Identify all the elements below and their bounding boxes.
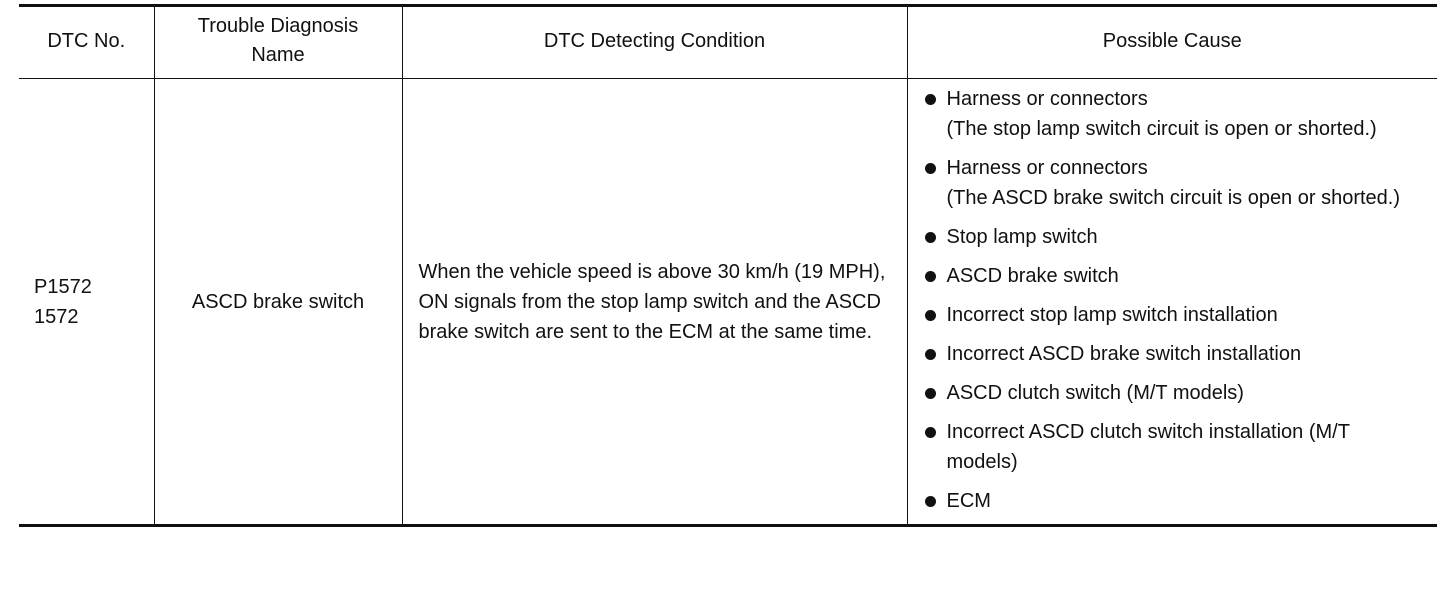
- list-item: [923, 339, 1424, 369]
- dtc-table: [19, 4, 1437, 527]
- list-item: [923, 153, 1424, 213]
- cause-text: [947, 417, 1424, 477]
- cause-text: [947, 339, 1424, 369]
- list-item: [923, 417, 1424, 477]
- diagnosis-name-cell: ASCD brake switch: [154, 79, 402, 526]
- list-item: [923, 486, 1424, 516]
- cause-title: Stop lamp switch: [946, 226, 1098, 248]
- header-detecting-condition: DTC Detecting Condition: [402, 6, 907, 79]
- dtc-code-alt: 1572: [34, 305, 79, 328]
- cause-text: [947, 378, 1424, 408]
- bullet-icon: [923, 300, 947, 330]
- bullet-icon: [923, 153, 947, 183]
- cause-title: Harness or connectors: [946, 157, 1148, 179]
- header-name-line2: Name: [251, 44, 305, 66]
- cause-text: [947, 261, 1424, 291]
- cause-title: Incorrect ASCD clutch switch installation (M/T models): [946, 421, 1350, 473]
- bullet-icon: [923, 339, 947, 369]
- header-name-line1: Trouble Diagnosis: [197, 15, 359, 37]
- bullet-icon: [923, 417, 947, 447]
- possible-cause-list: [923, 84, 1424, 516]
- dtc-code: P1572: [34, 275, 92, 298]
- table-row: [19, 79, 1437, 526]
- cause-detail: (The ASCD brake switch circuit is open or shorted.): [946, 187, 1401, 209]
- cause-title: Incorrect stop lamp switch installation: [946, 304, 1278, 326]
- bullet-icon: [923, 222, 947, 252]
- list-item: [923, 300, 1424, 330]
- cause-title: ASCD brake switch: [946, 265, 1119, 287]
- bullet-icon: [923, 261, 947, 291]
- cause-text: [947, 300, 1424, 330]
- cause-title: Harness or connectors: [946, 88, 1148, 110]
- cause-text: [947, 222, 1424, 252]
- cause-title: Incorrect ASCD brake switch installation: [946, 343, 1302, 365]
- list-item: [923, 261, 1424, 291]
- cause-title: ECM: [946, 490, 991, 512]
- possible-cause-cell: [907, 79, 1437, 526]
- detecting-condition-cell: When the vehicle speed is above 30 km/h (19 MPH), ON signals from the stop lamp switch and the ASCD brake switch are sent to the ECM at the same time.: [402, 79, 907, 526]
- list-item: [923, 378, 1424, 408]
- cause-text: [947, 153, 1424, 213]
- header-dtc-no: DTC No.: [19, 6, 154, 79]
- cause-text: [947, 486, 1424, 516]
- list-item: [923, 222, 1424, 252]
- bullet-icon: [923, 84, 947, 114]
- header-possible-cause: Possible Cause: [907, 6, 1437, 79]
- bullet-icon: [923, 378, 947, 408]
- list-item: [923, 84, 1424, 144]
- dtc-number-cell: [19, 79, 154, 526]
- cause-text: [947, 84, 1424, 144]
- table-header-row: [19, 6, 1437, 79]
- cause-title: ASCD clutch switch (M/T models): [946, 382, 1244, 404]
- cause-detail: (The stop lamp switch circuit is open or shorted.): [946, 118, 1377, 140]
- header-trouble-diagnosis-name: [154, 6, 402, 79]
- bullet-icon: [923, 486, 947, 516]
